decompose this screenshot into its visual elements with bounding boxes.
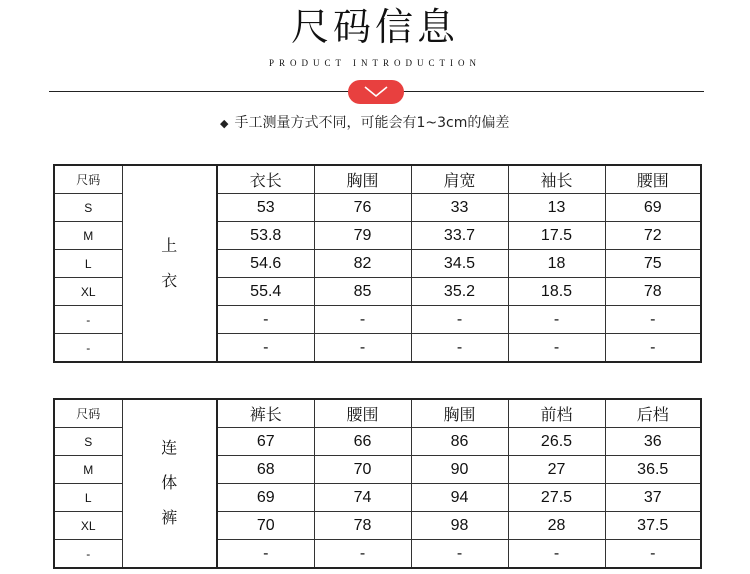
measurement-cell: 28	[508, 512, 605, 540]
category-char: 裤	[161, 510, 178, 527]
measurement-cell: 78	[605, 278, 701, 306]
column-header: 袖长	[508, 165, 605, 194]
size-cell: L	[54, 250, 122, 278]
measurement-cell: 37	[605, 484, 701, 512]
measurement-cell: 33	[411, 194, 508, 222]
measurement-cell: 67	[217, 428, 314, 456]
size-header-cell: 尺码	[54, 165, 122, 194]
measurement-cell: -	[508, 334, 605, 363]
column-header: 裤长	[217, 399, 314, 428]
column-header: 前档	[508, 399, 605, 428]
measurement-cell: 78	[314, 512, 411, 540]
measurement-cell: 70	[217, 512, 314, 540]
measurement-cell: 33.7	[411, 222, 508, 250]
size-cell: -	[54, 334, 122, 363]
measurement-cell: 27	[508, 456, 605, 484]
measurement-cell: 86	[411, 428, 508, 456]
measurement-cell: 26.5	[508, 428, 605, 456]
measurement-cell: 17.5	[508, 222, 605, 250]
measurement-cell: -	[605, 540, 701, 569]
measurement-cell: -	[605, 306, 701, 334]
table-header-row	[54, 399, 701, 428]
measurement-cell: 75	[605, 250, 701, 278]
measurement-cell: 34.5	[411, 250, 508, 278]
measurement-cell: 79	[314, 222, 411, 250]
page-title: 尺码信息	[290, 5, 459, 49]
measurement-cell: 66	[314, 428, 411, 456]
measurement-cell: 18	[508, 250, 605, 278]
column-header: 胸围	[314, 165, 411, 194]
table-header-row	[54, 165, 701, 194]
category-cell	[122, 165, 217, 362]
measurement-cell: -	[314, 306, 411, 334]
measurement-cell: 69	[217, 484, 314, 512]
measurement-cell: 68	[217, 456, 314, 484]
category-cell	[122, 399, 217, 568]
column-header: 衣长	[217, 165, 314, 194]
column-header: 腰围	[605, 165, 701, 194]
measurement-cell: 69	[605, 194, 701, 222]
column-header: 腰围	[314, 399, 411, 428]
measurement-cell: 90	[411, 456, 508, 484]
measurement-cell: -	[508, 306, 605, 334]
column-header: 胸围	[411, 399, 508, 428]
measurement-cell: 27.5	[508, 484, 605, 512]
measurement-cell: 36.5	[605, 456, 701, 484]
measurement-cell: 18.5	[508, 278, 605, 306]
measurement-cell: 35.2	[411, 278, 508, 306]
measurement-cell: -	[217, 540, 314, 569]
category-char: 体	[161, 475, 178, 492]
size-table-top	[53, 164, 702, 363]
size-cell: M	[54, 222, 122, 250]
measurement-cell: -	[314, 540, 411, 569]
measurement-cell: 76	[314, 194, 411, 222]
category-char: 衣	[161, 272, 178, 290]
measurement-cell: 13	[508, 194, 605, 222]
column-header: 后档	[605, 399, 701, 428]
measurement-cell: -	[411, 334, 508, 363]
measurement-cell: -	[314, 334, 411, 363]
category-char: 上	[161, 237, 178, 255]
category-char: 连	[161, 440, 178, 457]
measurement-cell: 94	[411, 484, 508, 512]
measurement-cell: -	[217, 306, 314, 334]
chevron-badge	[348, 80, 404, 104]
page-subtitle: PRODUCT INTRODUCTION	[268, 58, 482, 68]
measurement-cell: -	[217, 334, 314, 363]
size-table-jumpsuit	[53, 398, 702, 569]
measurement-cell: 53.8	[217, 222, 314, 250]
size-cell: M	[54, 456, 122, 484]
measurement-cell: 74	[314, 484, 411, 512]
size-cell: S	[54, 194, 122, 222]
column-header: 肩宽	[411, 165, 508, 194]
measurement-cell: 70	[314, 456, 411, 484]
size-cell: L	[54, 484, 122, 512]
chevron-down-icon	[363, 85, 389, 99]
size-cell: XL	[54, 512, 122, 540]
measurement-cell: -	[508, 540, 605, 569]
measurement-cell: 55.4	[217, 278, 314, 306]
measurement-cell: 37.5	[605, 512, 701, 540]
measurement-cell: 98	[411, 512, 508, 540]
size-cell: XL	[54, 278, 122, 306]
size-cell: -	[54, 306, 122, 334]
diamond-icon: ◆	[220, 117, 229, 130]
measurement-cell: 85	[314, 278, 411, 306]
measurement-cell: 53	[217, 194, 314, 222]
size-header-cell: 尺码	[54, 399, 122, 428]
measurement-cell: -	[411, 540, 508, 569]
measurement-note-text: 手工测量方式不同，可能会有1~3cm的偏差	[234, 115, 510, 131]
measurement-note	[220, 112, 509, 132]
measurement-cell: -	[411, 306, 508, 334]
measurement-cell: 36	[605, 428, 701, 456]
size-cell: -	[54, 540, 122, 569]
size-cell: S	[54, 428, 122, 456]
measurement-cell: 82	[314, 250, 411, 278]
measurement-cell: -	[605, 334, 701, 363]
measurement-cell: 54.6	[217, 250, 314, 278]
measurement-cell: 72	[605, 222, 701, 250]
